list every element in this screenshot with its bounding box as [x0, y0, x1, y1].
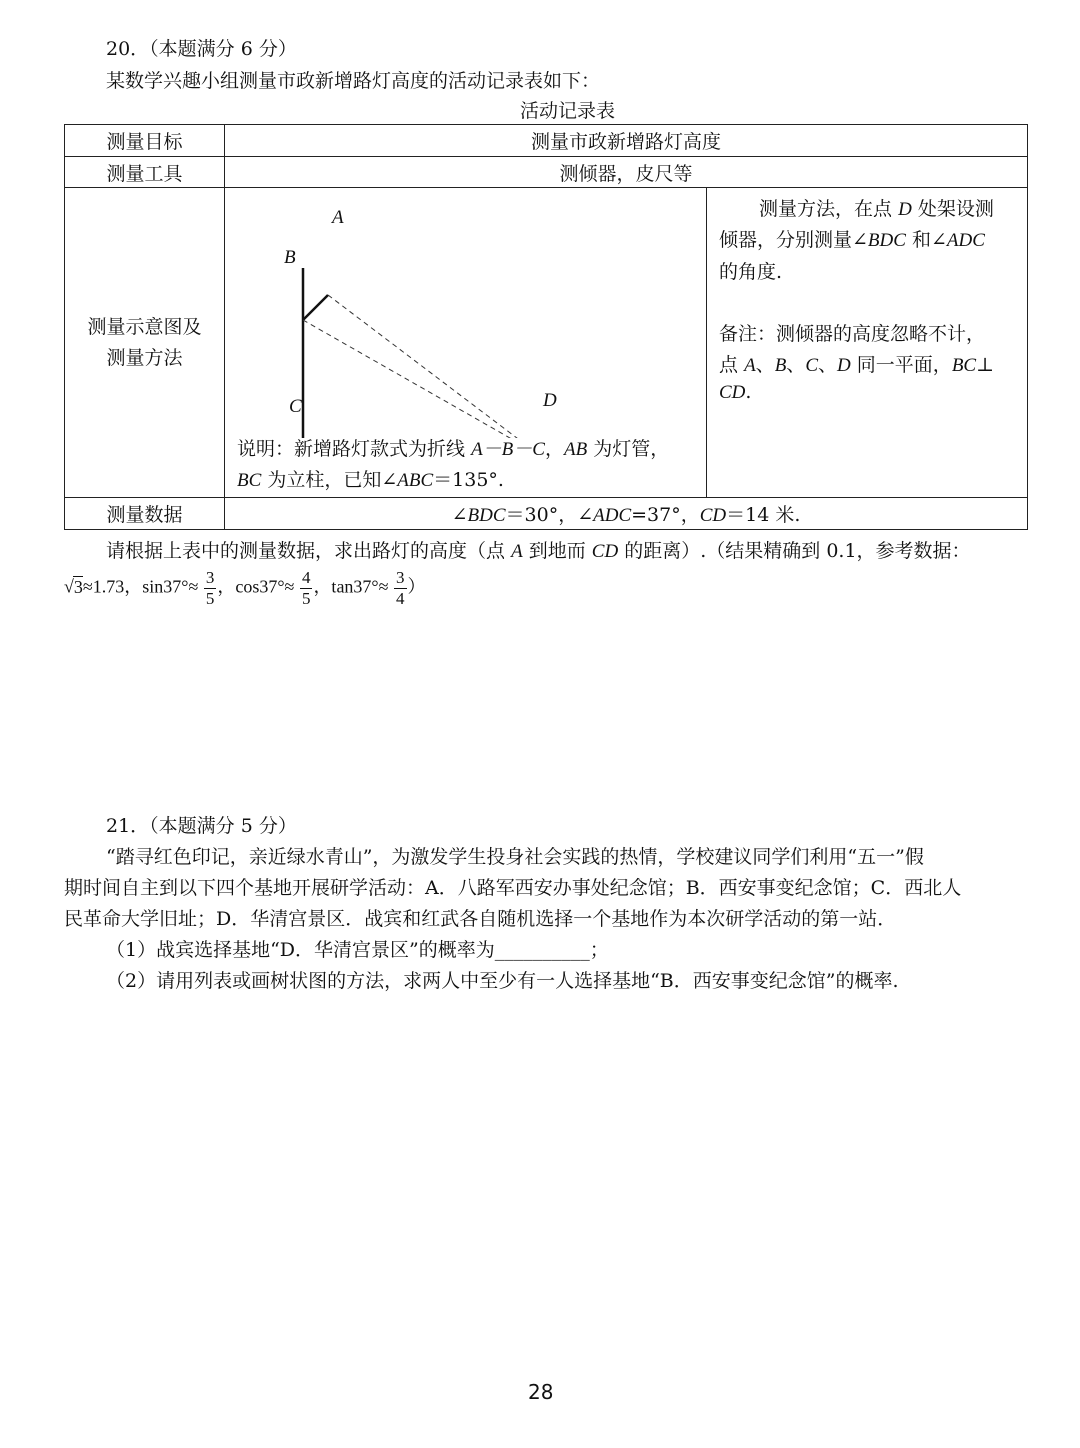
q20-intro: 某数学兴趣小组测量市政新增路灯高度的活动记录表如下：: [106, 70, 601, 92]
tool-value: 测倾器，皮尺等: [225, 157, 1028, 188]
q21-paragraph-line1: “踏寻红色印记，亲近绿水青山”，为激发学生投身社会实践的热情，学校建议同学们利用“五一”假: [106, 846, 924, 868]
method-line2: 倾器，分别测量∠BDC 和∠ADC: [719, 229, 985, 251]
target-label: 测量目标: [65, 125, 225, 157]
data-value: ∠BDC＝30°，∠ADC=37°，CD＝14 米.: [225, 498, 1028, 530]
q21-paragraph-line2: 期时间自主到以下四个基地开展研学活动：A．八路军西安办事处纪念馆；B．西安事变纪念馆；C．西北人: [64, 877, 962, 899]
q20-question: 请根据上表中的测量数据，求出路灯的高度（点 A 到地而 CD 的距离）.（结果精确到 0.1，参考数据：: [106, 540, 971, 562]
target-value: 测量市政新增路灯高度: [225, 125, 1028, 157]
q21-subquestion-2: （2）请用列表或画树状图的方法，求两人中至少有一人选择基地“B．西安事变纪念馆”的概率.: [106, 970, 899, 992]
diagram-note-line1: 说明：新增路灯款式为折线 A－B－C，AB 为灯管，: [237, 438, 670, 460]
diagram-cell: [225, 188, 707, 498]
table-caption: 活动记录表: [520, 100, 616, 122]
data-label: 测量数据: [65, 498, 225, 530]
sightline-bd: [303, 320, 538, 438]
answer-blank[interactable]: __________: [494, 939, 590, 961]
fraction-cos37: $\frac{4}{5}$: [301, 568, 311, 608]
activity-record-table: [64, 124, 1028, 530]
label-a: A: [332, 207, 344, 228]
method-line3: 的角度.: [719, 261, 783, 283]
fraction-tan37: $\frac{3}{4}$: [396, 568, 405, 608]
q21-title: 21．（本题满分 5 分）: [106, 815, 297, 837]
fraction-sin37: $\frac{3}{5}$: [205, 568, 215, 608]
remark-line2: 点 A、B、C、D 同一平面，BC⊥: [719, 354, 994, 376]
lamp-tube-ab: [303, 295, 328, 320]
page-number: 28: [528, 1380, 554, 1404]
label-d: D: [543, 390, 557, 411]
label-b: B: [284, 247, 296, 268]
diagram-label-line1: 测量示意图及: [87, 315, 202, 338]
diagram-label-line2: 测量方法: [106, 346, 183, 369]
diagram-label: [65, 188, 225, 498]
sightline-ad: [328, 295, 538, 438]
q21-subquestion-1: （1）战宾选择基地“D．华清宫景区”的概率为__________；: [106, 939, 609, 961]
reference-data: √3≈1.73，sin37°≈ $\frac{3}{5}$ ，cos37°≈ $\frac{4}{5}$ ，tan37°≈ $\frac{3}{4}$ ）: [64, 568, 426, 608]
label-c: C: [289, 396, 302, 417]
tool-label: 测量工具: [65, 157, 225, 188]
method-line1: 测量方法，在点 D 处架设测: [759, 198, 994, 220]
remark-line1: 备注：测倾器的高度忽略不计，: [719, 323, 986, 345]
q20-title: 20．（本题满分 6 分）: [106, 38, 297, 60]
method-cell: [707, 188, 1028, 498]
diagram-note-line2: BC 为立柱，已知∠ABC＝135°.: [237, 469, 504, 491]
q21-paragraph-line3: 民革命大学旧址；D．华清宫景区．战宾和红武各自随机选择一个基地作为本次研学活动的第一站．: [64, 908, 897, 930]
remark-line3: CD.: [719, 381, 752, 403]
